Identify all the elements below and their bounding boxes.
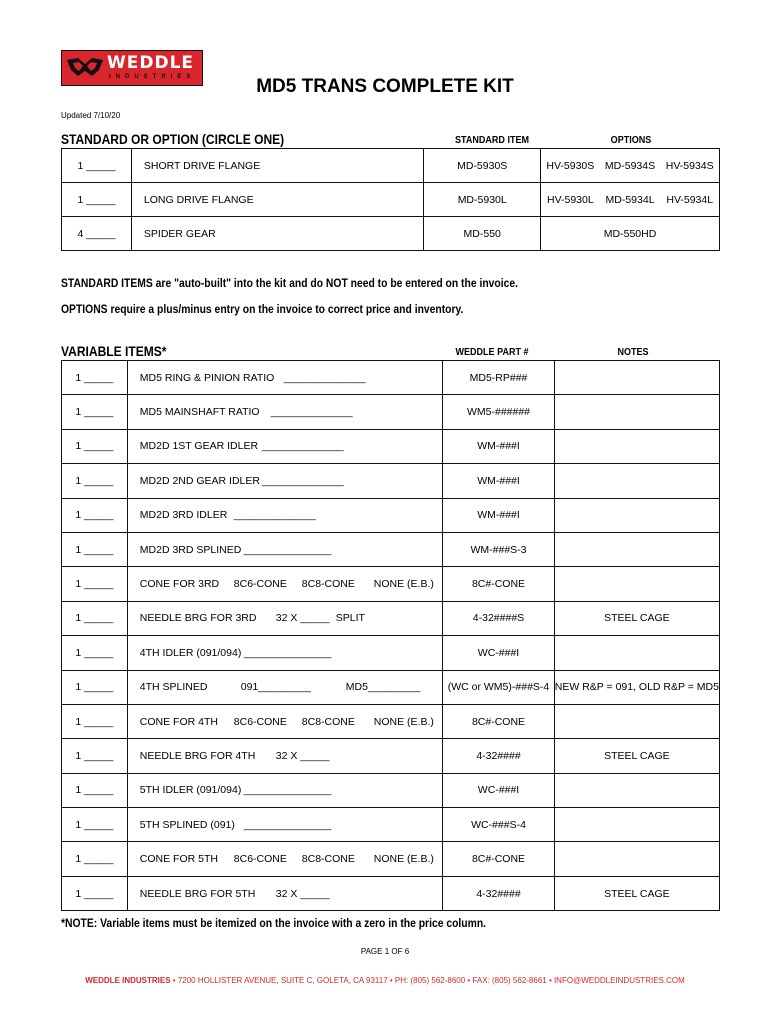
variable-row — [62, 567, 720, 601]
weddle-part-number: 8C#-CONE — [443, 704, 555, 738]
notes-cell — [554, 636, 719, 670]
item-description-cell — [127, 361, 442, 395]
logo-subtext: INDUSTRIES — [109, 74, 196, 80]
options-list — [541, 194, 719, 206]
qty-field: 1 _____ — [62, 773, 128, 807]
updated-date: Updated 7/10/20 — [61, 111, 121, 120]
standard-row — [62, 183, 720, 217]
options-cell — [541, 217, 720, 251]
item-description-cell — [127, 739, 442, 773]
qty-field: 1 _____ — [62, 361, 128, 395]
entry-field: _______________ — [243, 818, 332, 831]
entry-field: _______________ — [243, 543, 332, 556]
item-description: MD5 MAINSHAFT RATIO — [139, 406, 260, 419]
variable-row — [62, 739, 720, 773]
qty-field: 1 _____ — [62, 842, 128, 876]
item-description-cell — [127, 395, 442, 429]
entry-field: MD5_________ — [345, 681, 421, 694]
weddle-part-number: 8C#-CONE — [443, 567, 555, 601]
weddle-part-number: (WC or WM5)-###S-4 — [443, 670, 555, 704]
item-description: NEEDLE BRG FOR 4TH — [139, 749, 256, 762]
standard-part-number: MD-5930S — [424, 149, 541, 183]
qty-field: 1 _____ — [62, 429, 128, 463]
entry-field: NONE (E.B.) — [373, 715, 434, 728]
standard-items-table — [61, 148, 720, 251]
options-list — [541, 228, 719, 240]
notes-cell — [554, 532, 719, 566]
notes-cell — [554, 704, 719, 738]
notes-column-header: NOTES — [617, 346, 649, 358]
item-description: 4TH IDLER (091/094) — [139, 646, 242, 659]
item-description-cell — [127, 498, 442, 532]
options-note: OPTIONS require a plus/minus entry on the invoice to correct price and inventory. — [61, 304, 464, 316]
weddle-part-number: 8C#-CONE — [443, 842, 555, 876]
qty-field: 1 _____ — [62, 876, 128, 910]
variable-row — [62, 532, 720, 566]
variable-section-heading: VARIABLE ITEMS* — [61, 343, 167, 359]
standard-part-number: MD-550 — [424, 217, 541, 251]
option-part-number[interactable]: HV-5934S — [665, 159, 714, 172]
item-description: MD2D 2ND GEAR IDLER — [139, 474, 260, 487]
qty-field: 1 _____ — [62, 149, 132, 183]
weddle-part-number: 4-32#### — [443, 739, 555, 773]
qty-field: 1 _____ — [62, 636, 128, 670]
item-description: NEEDLE BRG FOR 5TH — [139, 887, 256, 900]
options-list — [541, 160, 719, 172]
entry-field: 32 X _____ — [275, 749, 330, 762]
entry-field: ______________ — [261, 440, 344, 453]
item-description-cell — [127, 532, 442, 566]
weddle-part-number: WM-###I — [443, 429, 555, 463]
item-description: 5TH SPLINED (091) — [139, 818, 235, 831]
item-description: NEEDLE BRG FOR 3RD — [139, 612, 257, 625]
entry-field: 32 X _____ — [275, 887, 330, 900]
qty-field: 1 _____ — [62, 704, 128, 738]
entry-field: 8C8-CONE — [301, 578, 355, 591]
variable-row — [62, 876, 720, 910]
qty-field: 1 _____ — [62, 739, 128, 773]
notes-cell — [554, 842, 719, 876]
item-description: MD2D 3RD SPLINED — [139, 543, 242, 556]
standard-item-column-header: STANDARD ITEM — [454, 134, 530, 146]
item-description: SHORT DRIVE FLANGE — [131, 149, 423, 183]
entry-field: SPLIT — [335, 612, 365, 625]
variable-row — [62, 636, 720, 670]
weddle-part-number: WM-###I — [443, 498, 555, 532]
weddle-part-number: 4-32####S — [443, 601, 555, 635]
entry-field: 8C6-CONE — [233, 578, 287, 591]
page-title: MD5 TRANS COMPLETE KIT — [256, 76, 514, 97]
variable-row — [62, 361, 720, 395]
entry-field: ______________ — [270, 406, 353, 419]
item-description-cell — [127, 464, 442, 498]
entry-field: 32 X _____ — [275, 612, 330, 625]
entry-field: 8C8-CONE — [301, 715, 355, 728]
weddle-part-column-header: WEDDLE PART # — [455, 346, 529, 358]
item-description: CONE FOR 3RD — [139, 578, 220, 591]
item-description-cell — [127, 429, 442, 463]
item-description: LONG DRIVE FLANGE — [131, 183, 423, 217]
entry-field: _______________ — [243, 784, 332, 797]
weddle-part-number: MD5-RP### — [443, 361, 555, 395]
item-description-cell — [127, 567, 442, 601]
weddle-part-number: WM5-###### — [443, 395, 555, 429]
item-description-cell — [127, 601, 442, 635]
entry-field: NONE (E.B.) — [373, 578, 434, 591]
qty-field: 1 _____ — [62, 567, 128, 601]
variable-row — [62, 464, 720, 498]
item-description-cell — [127, 670, 442, 704]
variable-row — [62, 498, 720, 532]
variable-row — [62, 808, 720, 842]
variable-row — [62, 395, 720, 429]
qty-field: 1 _____ — [62, 464, 128, 498]
notes-cell: STEEL CAGE — [554, 601, 719, 635]
variable-row — [62, 601, 720, 635]
options-column-header: OPTIONS — [610, 134, 652, 146]
item-description: MD5 RING & PINION RATIO — [139, 371, 275, 384]
item-description-cell — [127, 773, 442, 807]
item-description: MD2D 1ST GEAR IDLER — [139, 440, 259, 453]
qty-field: 1 _____ — [62, 498, 128, 532]
qty-field: 4 _____ — [62, 217, 132, 251]
item-description-cell — [127, 808, 442, 842]
weddle-part-number: WM-###S-3 — [443, 532, 555, 566]
entry-field: ______________ — [233, 509, 316, 522]
weddle-part-number: WC-###I — [443, 636, 555, 670]
footer — [0, 976, 770, 985]
entry-field: 091_________ — [240, 681, 311, 694]
standard-part-number: MD-5930L — [424, 183, 541, 217]
item-description: 4TH SPLINED — [139, 681, 208, 694]
standard-row — [62, 149, 720, 183]
qty-field: 1 _____ — [62, 601, 128, 635]
item-description: 5TH IDLER (091/094) — [139, 784, 242, 797]
option-part-number[interactable]: MD-550HD — [603, 227, 657, 240]
notes-cell — [554, 773, 719, 807]
notes-cell — [554, 567, 719, 601]
item-description-cell — [127, 876, 442, 910]
qty-field: 1 _____ — [62, 808, 128, 842]
notes-cell: STEEL CAGE — [554, 876, 719, 910]
variable-row — [62, 773, 720, 807]
option-part-number[interactable]: HV-5930L — [547, 193, 594, 206]
option-part-number[interactable]: HV-5930S — [546, 159, 595, 172]
options-cell — [541, 183, 720, 217]
weddle-part-number: WM-###I — [443, 464, 555, 498]
qty-field: 1 _____ — [62, 395, 128, 429]
option-part-number[interactable]: HV-5934L — [666, 193, 714, 206]
notes-cell — [554, 464, 719, 498]
standard-row — [62, 217, 720, 251]
variable-row — [62, 429, 720, 463]
item-description-cell — [127, 842, 442, 876]
option-part-number[interactable]: MD-5934L — [605, 193, 655, 206]
standard-items-note: STANDARD ITEMS are "auto-built" into the kit and do NOT need to be entered on the invoice. — [61, 278, 519, 290]
entry-field: 8C6-CONE — [233, 853, 287, 866]
page-number: PAGE 1 OF 6 — [360, 947, 410, 956]
qty-field: 1 _____ — [62, 183, 132, 217]
entry-field: _______________ — [243, 646, 332, 659]
logo-wordmark: WEDDLE — [107, 53, 195, 73]
qty-field: 1 _____ — [62, 532, 128, 566]
notes-cell: NEW R&P = 091, OLD R&P = MD5 — [554, 670, 719, 704]
options-cell — [541, 149, 720, 183]
notes-cell — [554, 498, 719, 532]
notes-cell — [554, 808, 719, 842]
notes-cell: STEEL CAGE — [554, 739, 719, 773]
weddle-part-number: WC-###I — [443, 773, 555, 807]
variable-items-table — [61, 360, 720, 911]
item-description-cell — [127, 636, 442, 670]
entry-field: 8C6-CONE — [233, 715, 287, 728]
weddle-part-number: WC-###S-4 — [443, 808, 555, 842]
weddle-part-number: 4-32#### — [443, 876, 555, 910]
item-description: CONE FOR 5TH — [139, 853, 218, 866]
entry-field: NONE (E.B.) — [373, 853, 434, 866]
item-description: SPIDER GEAR — [131, 217, 423, 251]
entry-field: ______________ — [261, 474, 344, 487]
footer-company: WEDDLE INDUSTRIES — [85, 976, 171, 985]
item-description: MD2D 3RD IDLER — [139, 509, 228, 522]
qty-field: 1 _____ — [62, 670, 128, 704]
notes-cell — [554, 429, 719, 463]
entry-field: ______________ — [283, 371, 366, 384]
notes-cell — [554, 361, 719, 395]
item-description: CONE FOR 4TH — [139, 715, 218, 728]
variable-row — [62, 704, 720, 738]
variable-items-note: *NOTE: Variable items must be itemized on the invoice with a zero in the price column. — [61, 918, 487, 930]
variable-row — [62, 842, 720, 876]
entry-field: 8C8-CONE — [301, 853, 355, 866]
notes-cell — [554, 395, 719, 429]
footer-address: • 7200 HOLLISTER AVENUE, SUITE C, GOLETA, CA 93117 • PH: (805) 562-8600 • FAX: (805) 562-8661 • INFO@WEDDLEINDUSTRIES.COM — [170, 976, 685, 985]
variable-row — [62, 670, 720, 704]
item-description-cell — [127, 704, 442, 738]
option-part-number[interactable]: MD-5934S — [604, 159, 656, 172]
standard-section-heading: STANDARD OR OPTION (CIRCLE ONE) — [61, 131, 285, 147]
